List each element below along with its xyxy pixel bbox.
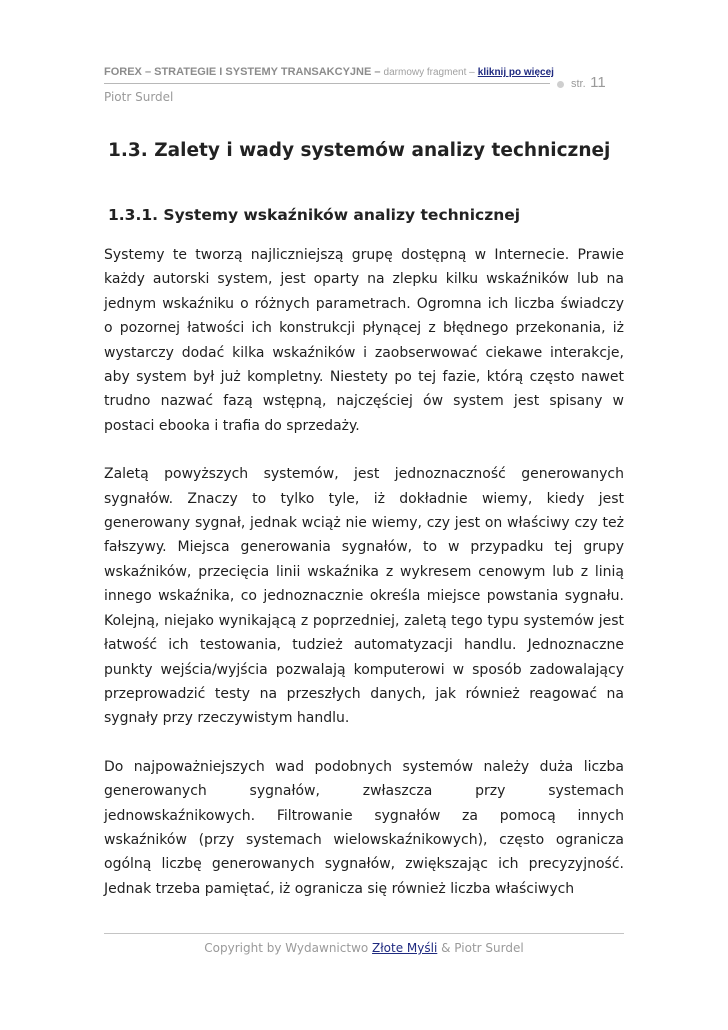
header-title-line — [104, 64, 624, 80]
subsection-title: 1.3.1. Systemy wskaźników analizy technicznej — [108, 206, 521, 224]
page-number-value: 11 — [590, 74, 606, 91]
section-title: 1.3. Zalety i wady systemów analizy technicznej — [108, 140, 611, 161]
header-author: Piotr Surdel — [104, 90, 174, 104]
body-text — [104, 243, 624, 925]
publisher-link[interactable]: Złote Myśli — [372, 941, 438, 955]
page-header — [104, 64, 624, 104]
book-title: FOREX – STRATEGIE I SYSTEMY TRANSAKCYJNE – — [104, 66, 381, 78]
fragment-label: darmowy fragment – — [383, 67, 475, 78]
header-divider — [104, 83, 550, 84]
footer-copyright: Copyright by Wydawnictwo — [204, 941, 369, 955]
page-footer — [104, 941, 624, 955]
page-number — [571, 74, 606, 92]
footer-divider — [104, 933, 624, 934]
footer-author: & Piotr Surdel — [441, 941, 524, 955]
bullet-dot-icon — [557, 81, 564, 88]
paragraph-1: Systemy te tworzą najliczniejszą grupę dostępną w Internecie. Prawie każdy autorski system, jest oparty na zlepku kilku wskaźników lub na jednym wskaźniku o różnych parametrach. Ogromna ich liczba świadczy o pozornej łatwości ich konstrukcji płynącej z błędnego przekonania, iż wystarczy dodać kilka wskaźników i zaobserwować ciekawe interakcje, aby system był już kompletny. Niestety po tej fazie, którą często nawet trudno nazwać fazą wstępną, najczęściej ów system jest spisany w postaci ebooka i trafia do sprzedaży. — [104, 247, 624, 434]
more-link[interactable]: kliknij po więcej — [477, 67, 554, 78]
paragraph-3: Do najpoważniejszych wad podobnych systemów należy duża liczba generowanych sygnałów, zwłaszcza przy systemach jednowskaźnikowych. Filtrowanie sygnałów za pomocą innych wskaźników (przy systemach wielowskaźnikowych), często ogranicza ogólną liczbę generowanych sygnałów, zwiększając ich precyzyjność. Jednak trzeba pamiętać, iż ogranicza się również liczba właściwych — [104, 758, 624, 897]
page-number-label: str. — [571, 78, 586, 90]
paragraph-2: Zaletą powyższych systemów, jest jednoznaczność generowanych sygnałów. Znaczy to tylko tyle, iż dokładnie wiemy, kiedy jest generowany sygnał, jednak wciąż nie wiemy, czy jest on właściwy czy też fałszywy. Miejsca generowania sygnałów, to w przypadku tej grupy wskaźników, przecięcia linii wskaźnika z wykresem cenowym lub z linią innego wskaźnika, co jednoznacznie określa miejsce powstania sygnału. Kolejną, niejako wynikającą z poprzedniej, zaletą tego typu systemów jest łatwość ich testowania, tudzież automatyzacji handlu. Jednoznaczne punkty wejścia/wyjścia pozwalają komputerowi w sposób zadowalający przeprowadzić testy na przeszłych danych, jak również reagować na sygnały przy rzeczywistym handlu. — [104, 466, 624, 727]
